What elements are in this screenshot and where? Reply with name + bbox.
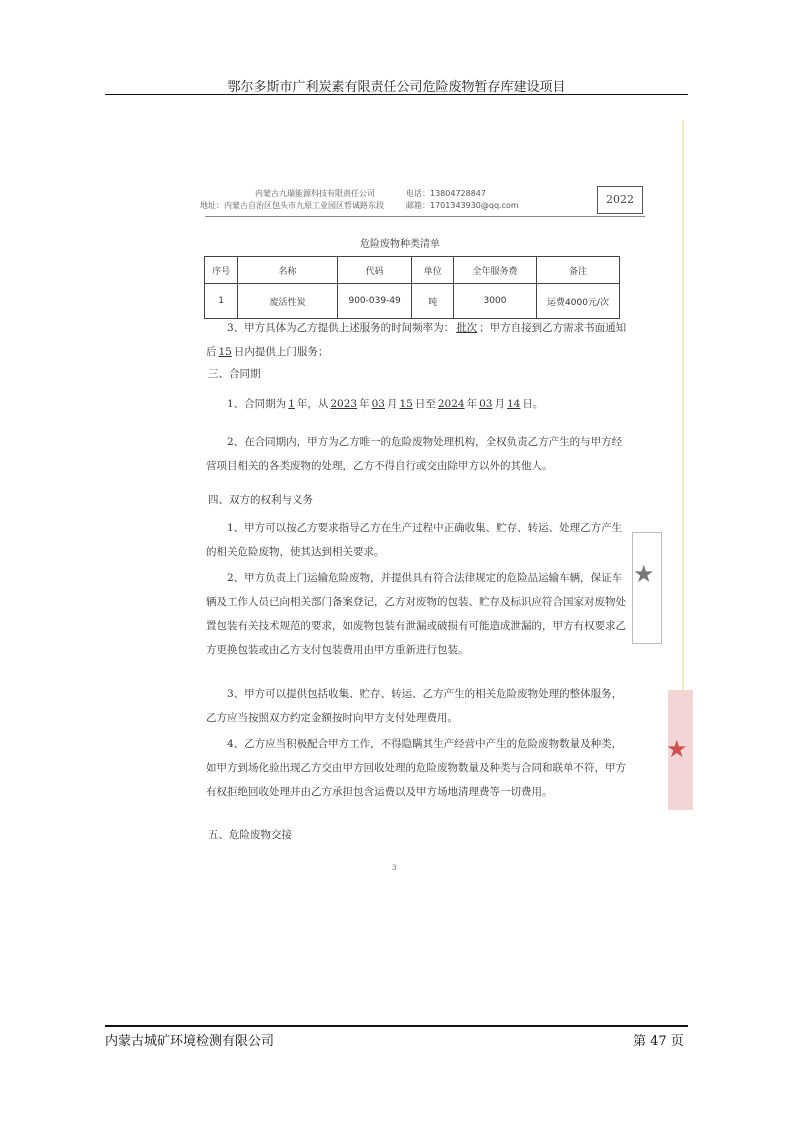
table-header-cell: 备注: [536, 257, 619, 284]
table-header-cell: 名称: [238, 257, 338, 284]
text-run: ；甲方自接到乙方需求书面通知后: [206, 322, 627, 358]
filled-value: 批次: [456, 322, 478, 334]
table-header-cell: 单位: [412, 257, 454, 284]
filled-value: 15: [399, 398, 413, 410]
table-cell: 运费4000元/次: [536, 284, 619, 319]
filled-value: 14: [506, 398, 521, 410]
table-row: [205, 284, 620, 319]
section-heading-5: 五、危险废物交接: [208, 829, 292, 841]
filled-value: 1: [288, 398, 295, 410]
text-run: 月: [494, 398, 505, 410]
text-run: 年: [466, 398, 478, 410]
letterhead-address: 地址：内蒙古自治区包头市九原工业园区哲诚路东段: [200, 201, 384, 210]
rights-clause-2: 2、甲方负责上门运输危险废物，并提供具有符合法律规定的危险品运输车辆，保证车辆及工作人员已向相关部门备案登记，乙方对废物的包装、贮存及标识应符合国家对废物处置包装有关技术规范的要求，如废物包装有泄漏或破损有可能造成泄漏的，甲方有权要求乙方更换包装或由乙方支付包装费用由甲方重新进行包装。: [206, 572, 626, 656]
letterhead: [200, 188, 384, 212]
text-run: 年，从: [296, 398, 329, 410]
scan-edge: [682, 120, 684, 700]
table-header-cell: 全年服务费: [453, 257, 536, 284]
letterhead-company: 内蒙古九瑞能源科技有限责任公司: [255, 189, 375, 198]
footer-company: 内蒙古城矿环境检测有限公司: [105, 1034, 275, 1049]
table-cell: 1: [205, 284, 238, 319]
filled-value: 03: [371, 398, 385, 410]
text-run: 日内提供上门服务；: [233, 346, 329, 358]
letterhead-contact: [406, 188, 519, 212]
seam-seal-gray: [632, 532, 662, 644]
text-run: 年: [359, 398, 370, 410]
section-heading-4: 四、双方的权利与义务: [208, 494, 313, 506]
table-cell: 吨: [412, 284, 454, 319]
text-run: 日。: [522, 398, 544, 410]
filled-value: 15: [218, 346, 232, 358]
letterhead-year: 2022: [597, 186, 643, 214]
scanned-contract-page: [150, 170, 650, 890]
exclusive-service-clause: 2、在合同期内，甲方为乙方唯一的危险废物处理机构，全权负责乙方产生的与甲方经营项目相关的各类废物的处理，乙方不得自行或交由除甲方以外的其他人。: [206, 436, 623, 472]
footer-rule: [105, 1025, 688, 1027]
rights-clause-4: 4、乙方应当积极配合甲方工作，不得隐瞒其生产经营中产生的危险废物数量及种类，如甲方到场化验出现乙方交由甲方回收处理的危险废物数量及种类与合同和联单不符，甲方有权拒绝回收处理并由乙方承担包含运费以及甲方场地清理费等一切费用。: [206, 738, 626, 798]
clause-3-frequency: [206, 316, 631, 364]
table-header-cell: 序号: [205, 257, 238, 284]
page-header-title: 鄂尔多斯市广利炭素有限责任公司危险废物暂存库建设项目: [227, 80, 566, 95]
text-run: 3、甲方具体为乙方提供上述服务的时间频率为：: [227, 322, 455, 334]
table-cell: 3000: [453, 284, 536, 319]
letterhead-rule: [205, 216, 645, 217]
table-cell: 废活性炭: [238, 284, 338, 319]
filled-value: 2023: [330, 398, 358, 410]
waste-table: [204, 256, 620, 319]
filled-value: 2024: [437, 398, 465, 410]
letterhead-phone: 电话：13804728847: [406, 189, 486, 198]
footer-page-number: 第 47 页: [633, 1034, 684, 1049]
text-run: 日至: [414, 398, 436, 410]
contract-period-clause: [206, 392, 631, 416]
text-run: 月: [386, 398, 398, 410]
table-cell: 900-039-49: [337, 284, 412, 319]
rights-clause-3: 3、甲方可以提供包括收集、贮存、转运、乙方产生的相关危险废物处理的整体服务，乙方应当按照双方约定金额按时向甲方支付处理费用。: [206, 688, 623, 724]
scan-page-number: 3: [392, 864, 397, 872]
red-seal-star-icon: ★: [666, 735, 688, 763]
header-rule: [105, 94, 688, 95]
seal-star-icon: ★: [633, 560, 655, 588]
section-heading-3: 三、合同期: [208, 368, 261, 380]
table-header-cell: 代码: [337, 257, 412, 284]
text-run: 1、合同期为: [227, 398, 287, 410]
table-header-row: [205, 257, 620, 284]
rights-clause-1: 1、甲方可以按乙方要求指导乙方在生产过程中正确收集、贮存、转运、处理乙方产生的相关危险废物，使其达到相关要求。: [206, 522, 623, 558]
table-title: 危险废物种类清单: [360, 239, 440, 250]
letterhead-email: 邮箱：1701343930@qq.com: [406, 201, 519, 210]
filled-value: 03: [479, 398, 493, 410]
